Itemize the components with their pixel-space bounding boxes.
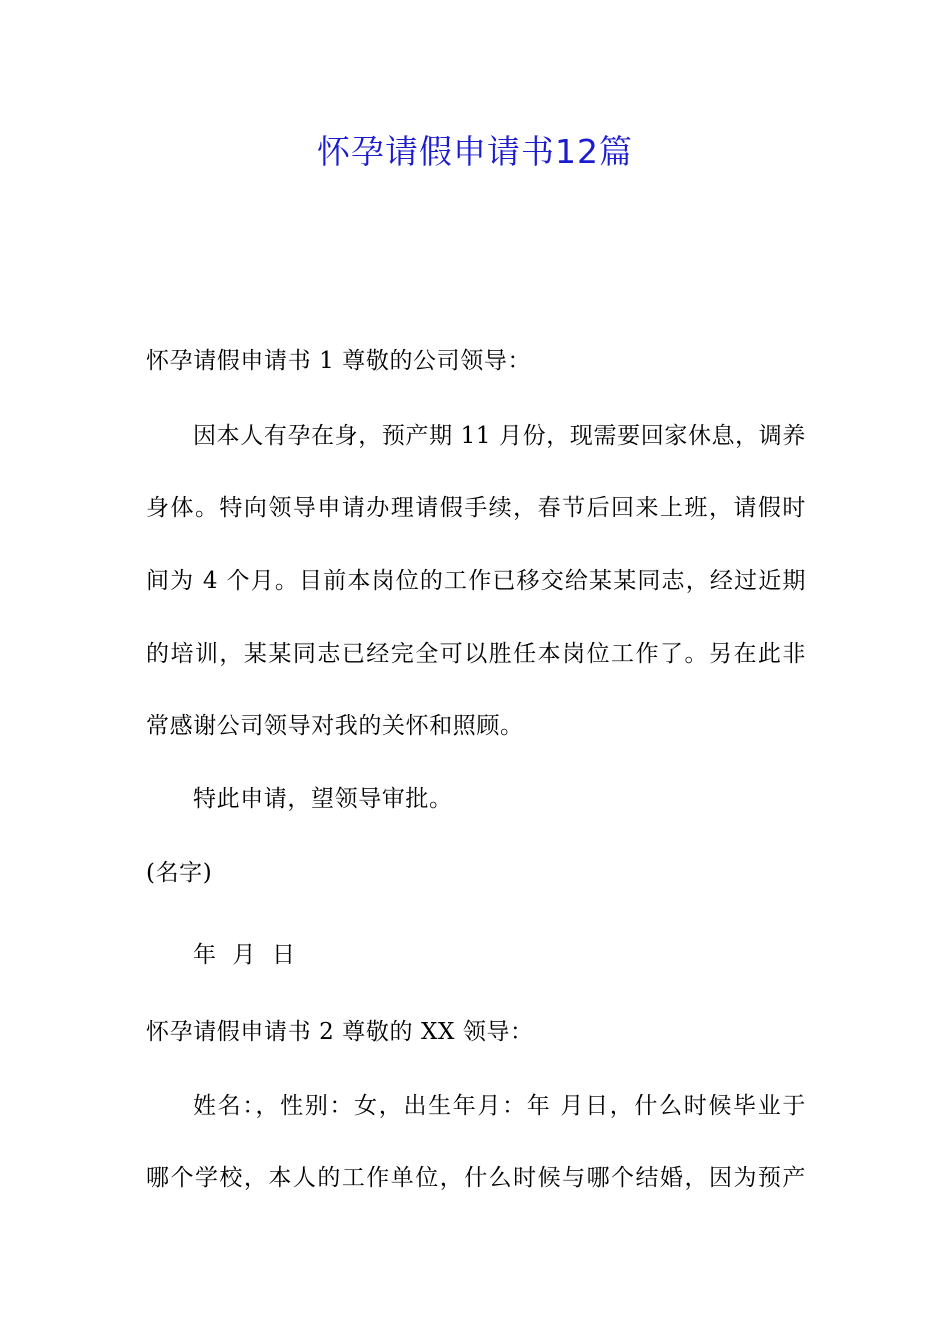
letter-1-heading: 怀孕请假申请书 1 尊敬的公司领导：	[146, 348, 532, 374]
paragraph-line: 的培训，某某同志已经完全可以胜任本岗位工作了。另在此非	[146, 641, 806, 667]
paragraph-line: 姓名：，性别：女，出生年月：年 月日，什么时候毕业于	[193, 1093, 806, 1119]
closing-request: 特此申请，望领导审批。	[193, 786, 453, 812]
document-title: 怀孕请假申请书12篇	[317, 132, 633, 171]
paragraph-line: 身体。特向领导申请办理请假手续，春节后回来上班，请假时	[146, 495, 806, 521]
signature-date: 年 月 日	[193, 942, 296, 968]
paragraph-line: 因本人有孕在身，预产期 11 月份，现需要回家休息，调养	[193, 423, 806, 449]
signature-name: (名字)	[146, 860, 213, 886]
paragraph-line: 间为 4 个月。目前本岗位的工作已移交给某某同志，经过近期	[146, 568, 806, 594]
letter-2-heading: 怀孕请假申请书 2 尊敬的 XX 领导：	[146, 1019, 534, 1045]
paragraph-line: 常感谢公司领导对我的关怀和照顾。	[146, 713, 524, 739]
paragraph-line: 哪个学校，本人的工作单位，什么时候与哪个结婚，因为预产	[146, 1165, 806, 1191]
